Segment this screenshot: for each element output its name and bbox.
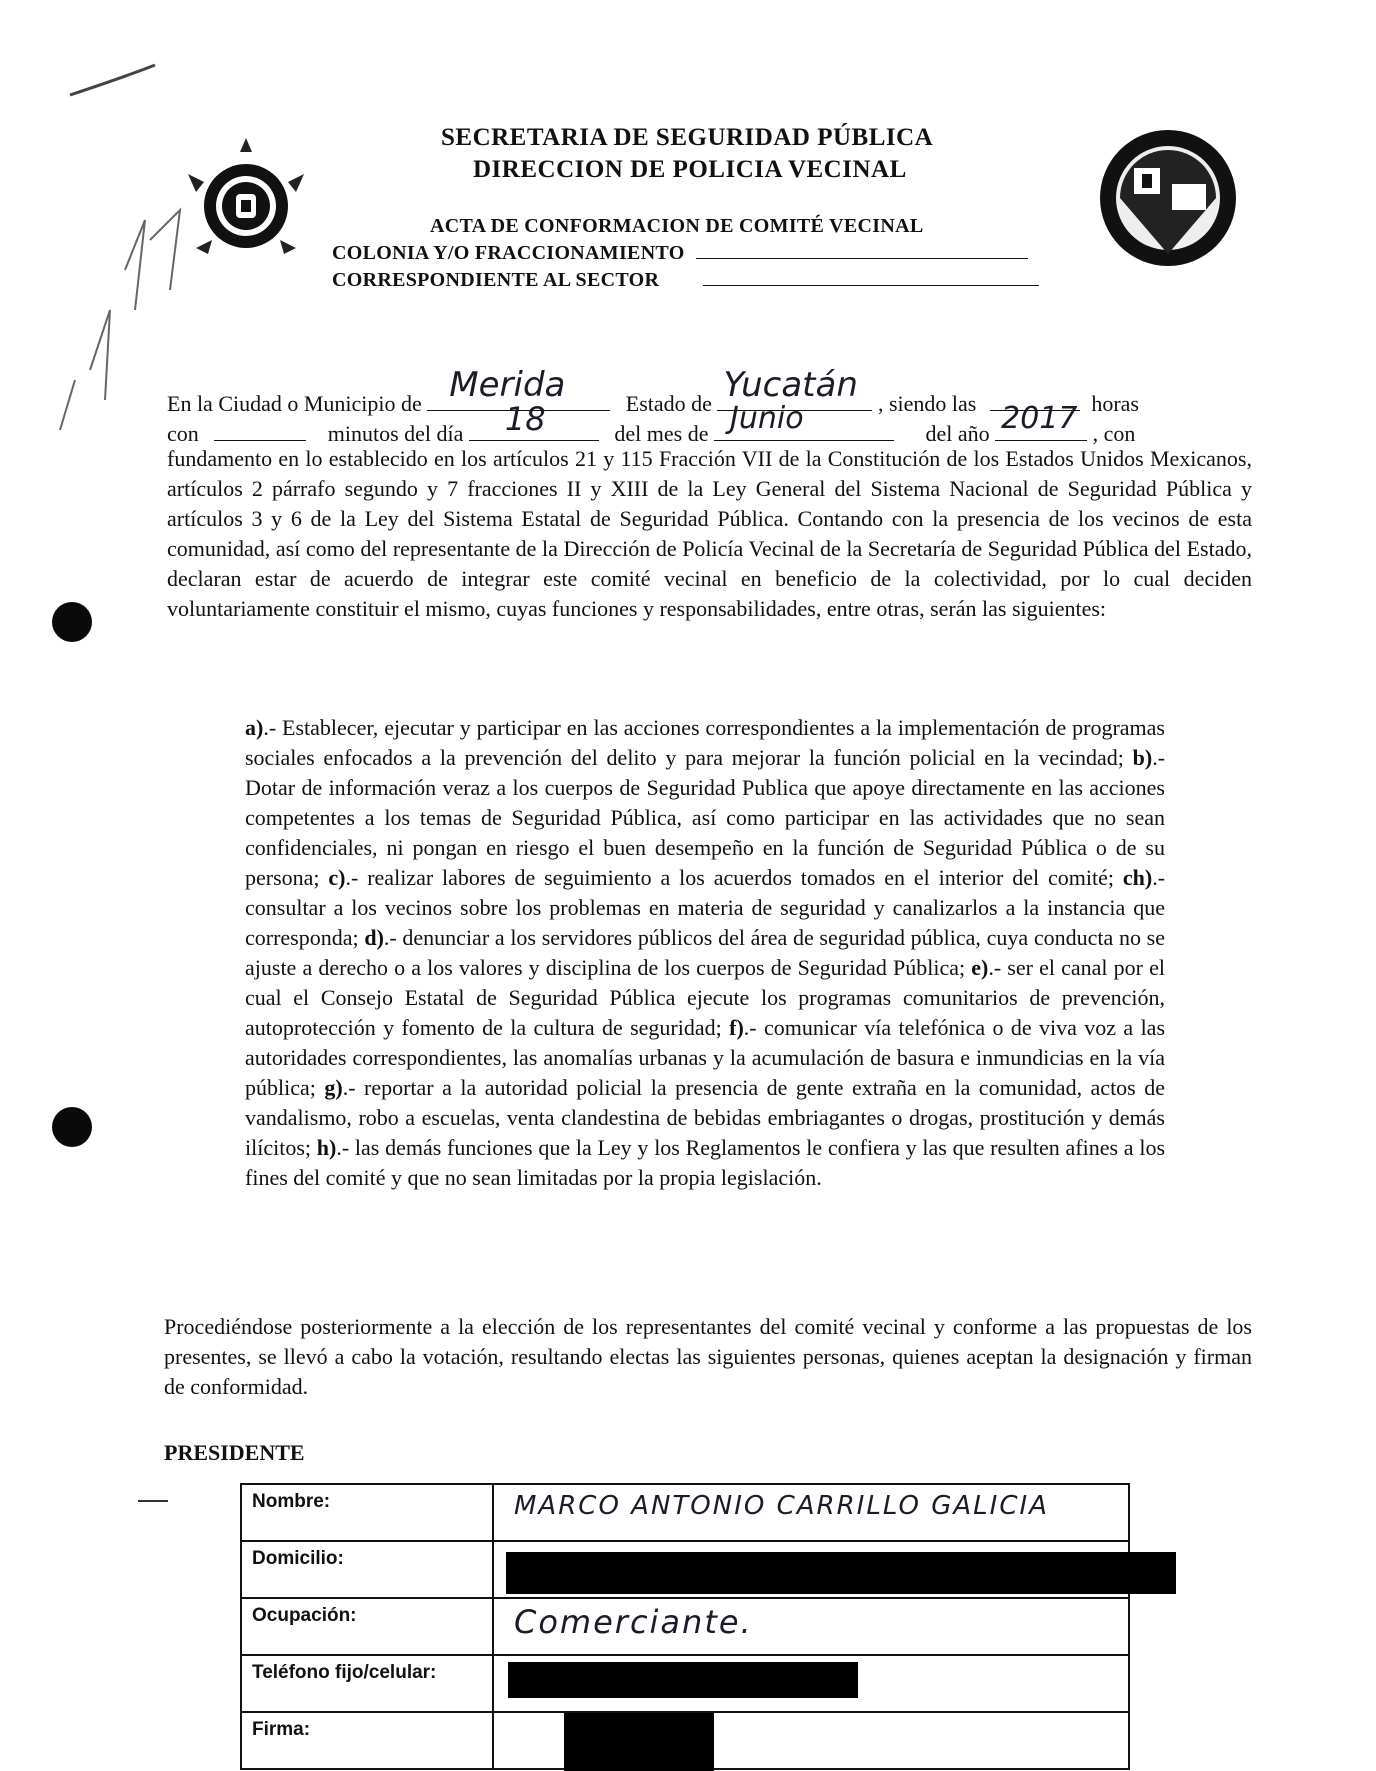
header-line1: SECRETARIA DE SEGURIDAD PÚBLICA: [441, 124, 934, 151]
telefono-value-cell: [493, 1655, 1129, 1712]
row-firma: [241, 1712, 1129, 1769]
colonia-blank: [696, 258, 1028, 259]
item-b-key: b): [1132, 745, 1153, 770]
intro-text: del mes de: [614, 421, 709, 446]
item-e-key: e): [971, 955, 989, 980]
presidente-heading: PRESIDENTE: [164, 1440, 305, 1465]
mes-handwritten: Junio: [730, 401, 804, 436]
intro-text: En la Ciudad o Municipio de: [167, 391, 422, 416]
item-d-text: .- denunciar a los servidores públicos del área de seguridad pública, cuya conducta no se ajuste a derecho o a los valores y disciplina de los cuerpos de Seguridad Pública;: [245, 925, 1165, 980]
intro-text: del año: [925, 421, 990, 446]
item-h-text: .- las demás funciones que la Ley y los Reglamentos le confiera y las que resulten afines a los fines del comité y que no sean limitadas por la propia legislación.: [245, 1135, 1166, 1190]
municipio-handwritten: Merida: [449, 365, 566, 405]
item-ch-text: .- consultar a los vecinos sobre los problemas en materia de seguridad y canalizarlos a la instancia que corresponda;: [245, 865, 1166, 950]
item-a-text: .- Establecer, ejecutar y participar en las acciones correspondientes a la implementación de programas sociales enfocados a la prevención del delito y para mejorar la función policial en la vecindad;: [245, 715, 1165, 770]
item-d-key: d): [364, 925, 384, 950]
intro-text: con: [167, 421, 199, 446]
header-line2: DIRECCION DE POLICIA VECINAL: [473, 156, 907, 183]
item-f-key: f): [729, 1015, 744, 1040]
dia-field: [469, 400, 599, 441]
row-domicilio: [241, 1541, 1129, 1598]
presidente-table: [240, 1483, 1130, 1770]
closing-paragraph: Procediéndose posteriormente a la elección de los representantes del comité vecinal y conforme a las propuestas de los presentes, se llevó a cabo la votación, resultando electas las siguientes personas, quienes aceptan la designación y firman de conformidad.: [164, 1314, 1252, 1399]
sector-label: [332, 269, 1039, 292]
firma-value-cell: [493, 1712, 1129, 1769]
item-h-key: h): [316, 1135, 337, 1160]
domicilio-label: Domicilio:: [241, 1541, 493, 1598]
domicilio-redaction: [506, 1552, 1176, 1594]
item-g-text: .- reportar a la autoridad policial la presencia de gente extraña en la comunidad, actos de vandalismo, robo a escuelas, venta clandestina de bebidas embriagantes o drogas, prostitución y demás ilícitos;: [245, 1075, 1165, 1160]
item-c-key: c): [328, 865, 346, 890]
item-g-key: g): [324, 1075, 343, 1100]
pen-scribble: [30, 50, 190, 450]
item-a-key: a): [245, 715, 264, 740]
dia-handwritten: 18: [504, 400, 546, 438]
domicilio-value-cell: [493, 1541, 1129, 1598]
nombre-label: Nombre:: [241, 1484, 493, 1541]
left-seal-logo: [186, 136, 306, 271]
sector-label-text: CORRESPONDIENTE AL SECTOR: [332, 269, 660, 291]
functions-paragraph: [245, 713, 1165, 1193]
ocupacion-handwritten: Comerciante.: [514, 1603, 753, 1641]
ocupacion-value-cell: [493, 1598, 1129, 1655]
intro-text: horas: [1091, 391, 1139, 416]
telefono-label: Teléfono fijo/celular:: [241, 1655, 493, 1712]
margin-mark: [138, 1500, 168, 1502]
act-title: ACTA DE CONFORMACION DE COMITÉ VECINAL: [430, 215, 924, 237]
item-c-text: .- realizar labores de seguimiento a los acuerdos tomados en el interior del comité;: [345, 865, 1114, 890]
telefono-redaction: [508, 1662, 858, 1698]
item-b-text: .- Dotar de información veraz a los cuerpos de Seguridad Publica que apoye directamente en las acciones competentes a los temas de Seguridad Pública, así como participar en las actividades que no sean confidenciales, ni pongan en riesgo el buen desempeño en la función de Seguridad Pública o de su persona;: [245, 745, 1166, 890]
item-e-text: .- ser el canal por el cual el Consejo Estatal de Seguridad Pública ejecute los programas comunitarios de prevención, autoprotección y fomento de la cultura de seguridad;: [245, 955, 1165, 1040]
estado-handwritten: Yucatán: [723, 365, 858, 405]
nombre-handwritten: MARCO ANTONIO CARRILLO GALICIA: [514, 1491, 1049, 1521]
row-nombre: [241, 1484, 1129, 1541]
anio-handwritten: 2017: [1001, 401, 1078, 436]
firma-label: Firma:: [241, 1712, 493, 1769]
nombre-value-cell: [493, 1484, 1129, 1541]
intro-text: , con: [1092, 421, 1136, 446]
punch-hole-top: [52, 602, 92, 642]
colonia-label: [332, 242, 1028, 265]
mes-field: [714, 401, 894, 441]
intro-text: minutos del día: [327, 421, 464, 446]
intro-text: Estado de: [625, 391, 712, 416]
anio-field: [995, 401, 1087, 441]
intro-text: , siendo las: [877, 391, 977, 416]
item-ch-key: ch): [1122, 865, 1153, 890]
item-f-text: .- comunicar vía telefónica o de viva voz a las autoridades correspondientes, las anomalías urbanas y la acumulación de basura e inmundicias en la vía pública;: [245, 1015, 1166, 1100]
intro-body: fundamento en lo establecido en los artículos 21 y 115 Fracción VII de la Constitución de los Estados Unidos Mexicanos, artículos 2 párrafo segundo y 7 fracciones II y XIII de la Ley General del Sistema Nacional de Seguridad Pública y artículos 3 y 6 de la Ley del Sistema Estatal de Seguridad Pública. Contando con la presencia de los vecinos de esta comunidad, así como del representante de la Dirección de Policía Vecinal de la Secretaría de Seguridad Pública del Estado, declaran estar de acuerdo de integrar este comité vecinal en beneficio de la colectividad, por lo cual deciden voluntariamente constituir el mismo, cuyas funciones y responsabilidades, entre otras, serán las siguientes:: [167, 446, 1252, 621]
right-seal-logo: [1098, 124, 1238, 272]
sector-blank: [703, 285, 1039, 286]
colonia-label-text: COLONIA Y/O FRACCIONAMIENTO: [332, 242, 685, 264]
firma-redaction: [564, 1713, 714, 1771]
minutos-blank: [214, 440, 306, 441]
punch-hole-bottom: [52, 1107, 92, 1147]
row-telefono: [241, 1655, 1129, 1712]
ocupacion-label: Ocupación:: [241, 1598, 493, 1655]
row-ocupacion: [241, 1598, 1129, 1655]
